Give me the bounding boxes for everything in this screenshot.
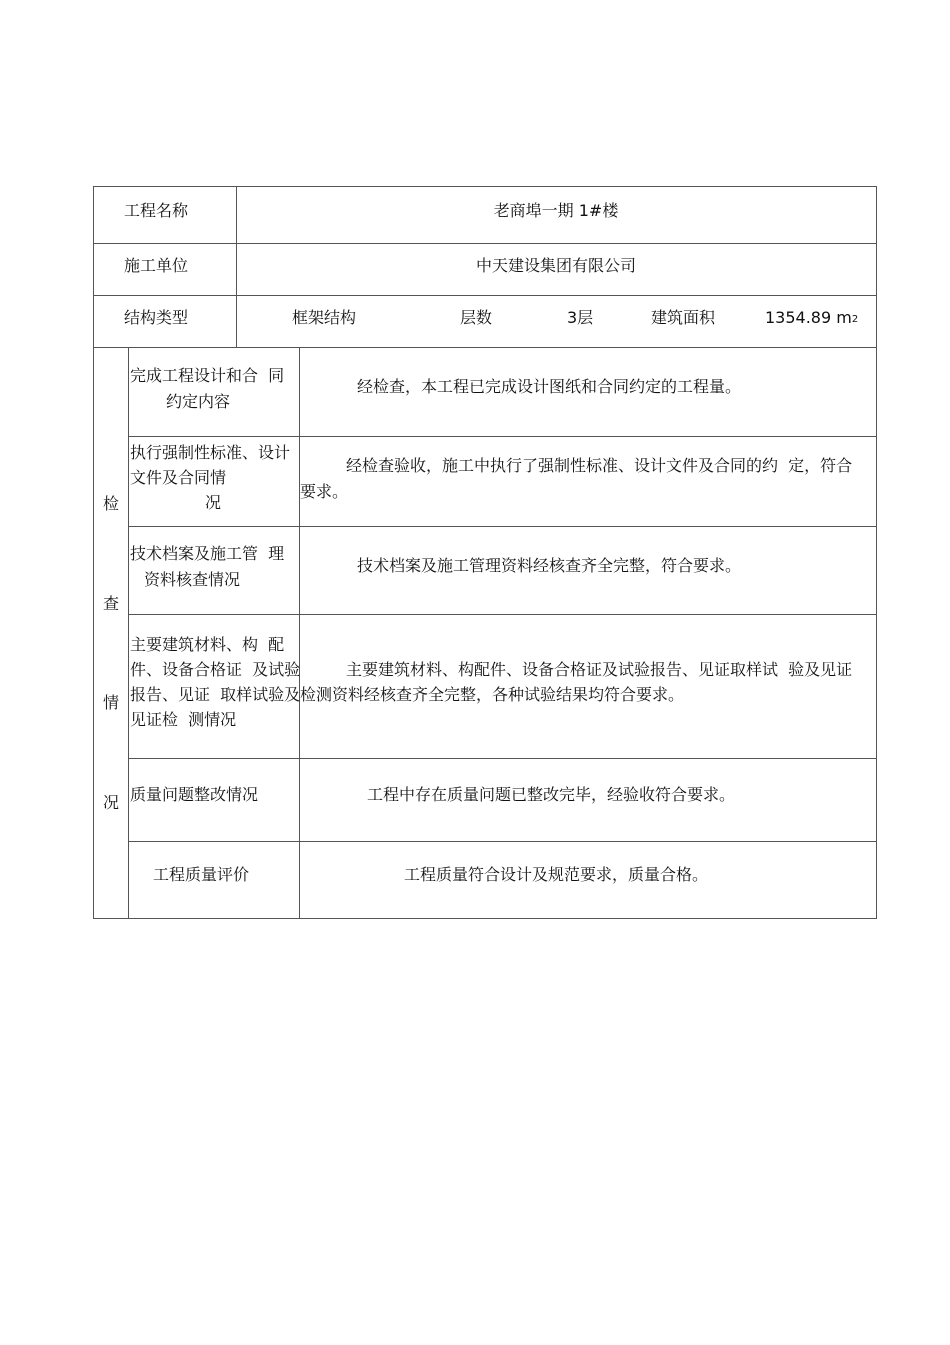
row3-result: 技术档案及施工管理资料经核查齐全完整，符合要求。 [357, 556, 742, 575]
row2-label-line: 文件及合同情 [130, 468, 227, 487]
table-border-top [93, 186, 877, 187]
row2-result-line: 要求。 [300, 482, 349, 501]
row-divider [93, 295, 877, 296]
row4-result-line: 主要建筑材料、构配件、设备合格证及试验报告、见证取样试 验及见证 [346, 660, 853, 679]
row-divider [128, 614, 877, 615]
row4-label-line: 报告、见证 取样试验及 [130, 685, 301, 704]
contractor-value: 中天建设集团有限公司 [475, 256, 636, 275]
area-unit-sup: 2 [851, 314, 859, 325]
side-label-char: 情 [103, 693, 120, 712]
floors-value: 3层 [567, 308, 594, 327]
area-number: 1354.89 m [765, 308, 852, 327]
contractor-label: 施工单位 [124, 256, 189, 275]
row2-label-line: 况 [205, 493, 222, 512]
row1-label-line: 完成工程设计和合 同 [130, 366, 285, 385]
structure-label: 结构类型 [124, 308, 189, 327]
row5-label: 质量问题整改情况 [130, 785, 259, 804]
row-divider [93, 347, 877, 348]
row1-result: 经检查，本工程已完成设计图纸和合同约定的工程量。 [357, 377, 742, 396]
area-label: 建筑面积 [651, 308, 716, 327]
row2-result-line: 经检查验收，施工中执行了强制性标准、设计文件及合同的约 定，符合 [346, 456, 853, 475]
row3-label-line: 资料核查情况 [144, 570, 241, 589]
table-border-bottom [93, 918, 877, 919]
row6-label: 工程质量评价 [153, 865, 250, 884]
row5-result: 工程中存在质量问题已整改完毕，经验收符合要求。 [367, 785, 736, 804]
row6-result: 工程质量符合设计及规范要求，质量合格。 [404, 865, 709, 884]
structure-value: 框架结构 [292, 308, 357, 327]
row-divider [93, 243, 877, 244]
row2-label-line: 执行强制性标准、设计 [130, 443, 291, 462]
side-label-char: 检 [103, 494, 120, 513]
row4-label-line: 见证检 测情况 [130, 710, 237, 729]
row4-label-line: 主要建筑材料、构 配 [130, 635, 285, 654]
side-label-char: 查 [103, 594, 120, 613]
area-value [765, 306, 858, 332]
row4-label-line: 件、设备合格证 及试验 [130, 660, 301, 679]
project-name-label: 工程名称 [124, 201, 189, 220]
row4-result-line: 检测资料经核查齐全完整，各种试验结果均符合要求。 [300, 685, 685, 704]
col-divider [128, 347, 129, 919]
row3-label-line: 技术档案及施工管 理 [130, 544, 285, 563]
project-name-value: 老商埠一期 1#楼 [493, 201, 619, 220]
side-label-char: 况 [103, 793, 120, 812]
row-divider [128, 526, 877, 527]
row-divider [128, 436, 877, 437]
row1-label-line: 约定内容 [166, 392, 231, 411]
row-divider [128, 758, 877, 759]
floors-label: 层数 [460, 308, 493, 327]
col-divider [299, 347, 300, 919]
row-divider [128, 841, 877, 842]
